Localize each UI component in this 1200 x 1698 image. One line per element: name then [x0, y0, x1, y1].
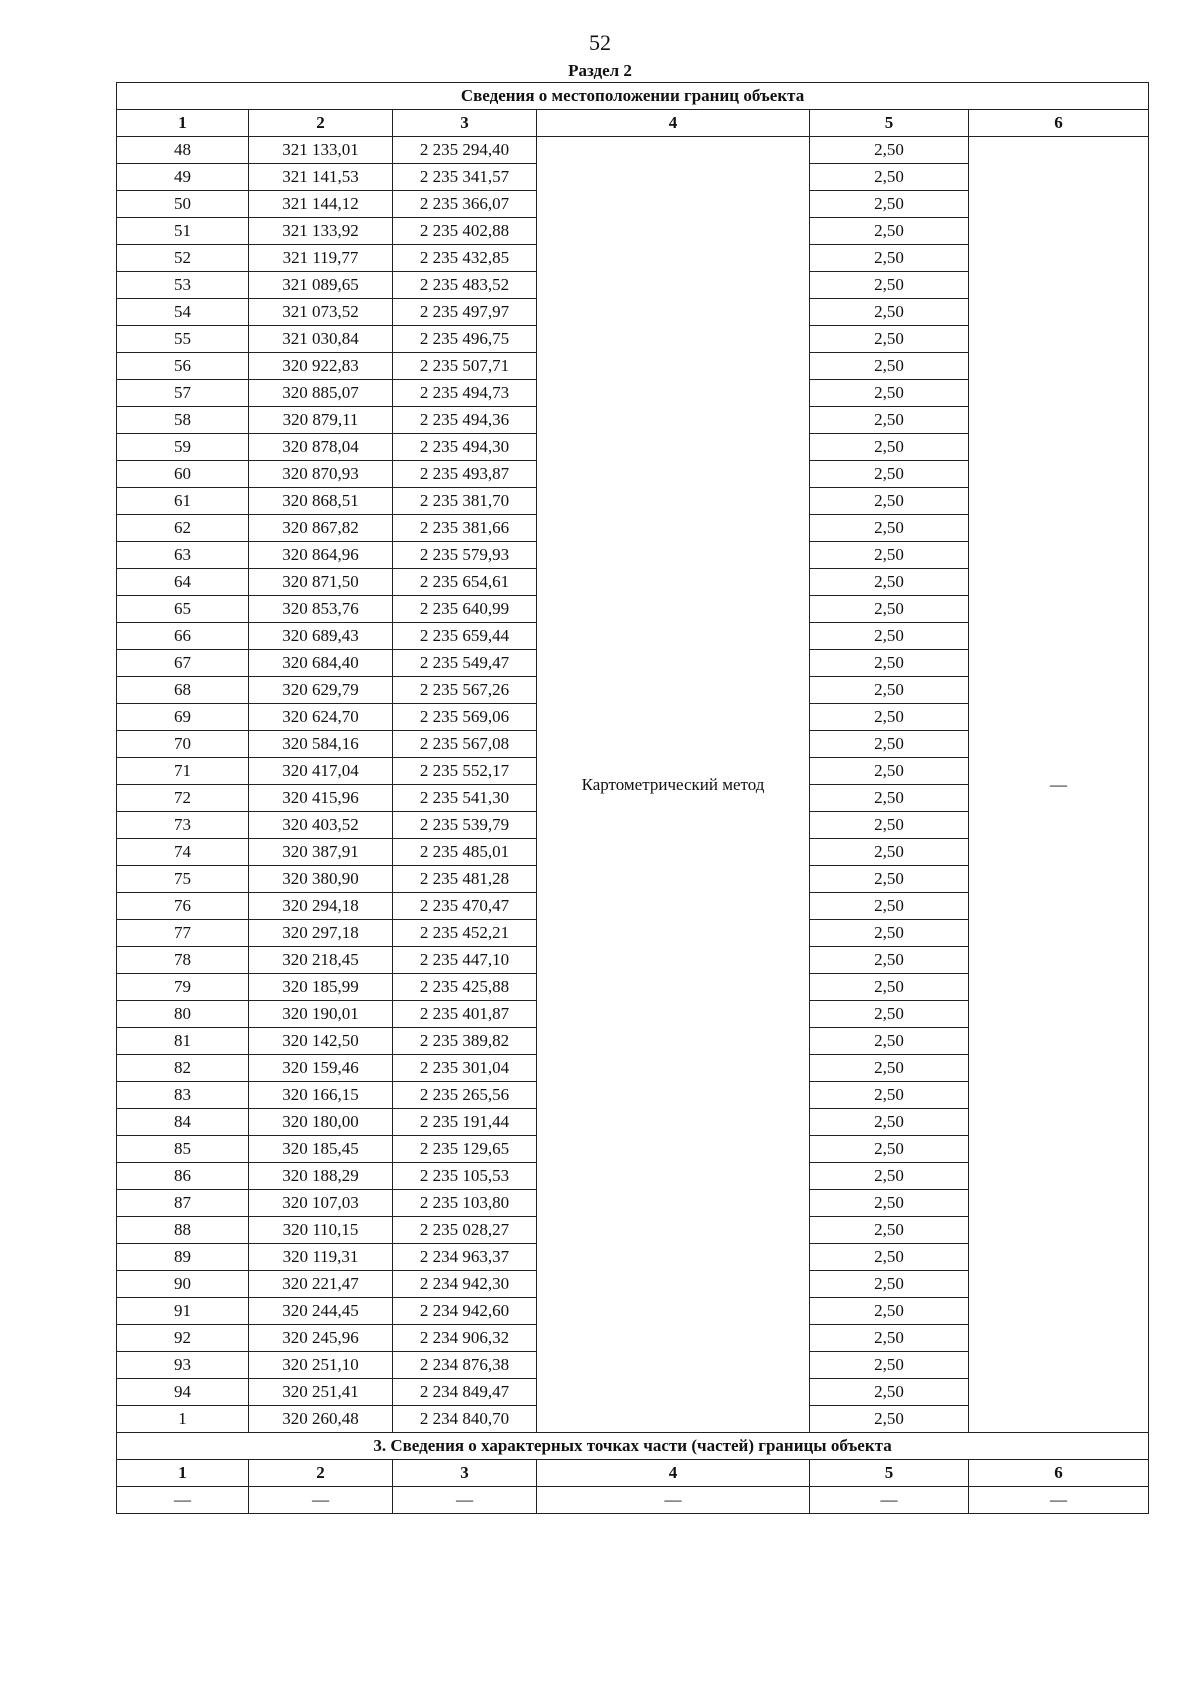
accuracy-value: 2,50: [810, 839, 969, 866]
point-number: 84: [117, 1109, 249, 1136]
column-header: 6: [969, 110, 1149, 137]
coordinate-x: 321 030,84: [249, 326, 393, 353]
coordinate-x: 320 185,99: [249, 974, 393, 1001]
coordinate-y: 2 234 963,37: [393, 1244, 537, 1271]
accuracy-value: 2,50: [810, 812, 969, 839]
coordinate-y: 2 235 494,36: [393, 407, 537, 434]
coordinate-x: 320 853,76: [249, 596, 393, 623]
accuracy-value: 2,50: [810, 1082, 969, 1109]
accuracy-value: 2,50: [810, 650, 969, 677]
coordinate-y: 2 235 191,44: [393, 1109, 537, 1136]
coordinate-y: 2 235 485,01: [393, 839, 537, 866]
point-number: 74: [117, 839, 249, 866]
coordinate-y: 2 235 105,53: [393, 1163, 537, 1190]
column-header: 2: [249, 110, 393, 137]
coordinate-y: 2 235 541,30: [393, 785, 537, 812]
part-cell: —: [537, 1487, 810, 1514]
coordinate-y: 2 235 265,56: [393, 1082, 537, 1109]
coordinate-x: 320 922,83: [249, 353, 393, 380]
coordinate-y: 2 234 876,38: [393, 1352, 537, 1379]
coordinate-x: 320 380,90: [249, 866, 393, 893]
coordinate-x: 320 870,93: [249, 461, 393, 488]
point-number: 48: [117, 137, 249, 164]
point-number: 80: [117, 1001, 249, 1028]
accuracy-value: 2,50: [810, 596, 969, 623]
coordinate-x: 320 107,03: [249, 1190, 393, 1217]
part-cell: —: [810, 1487, 969, 1514]
point-number: 70: [117, 731, 249, 758]
coordinate-x: 320 251,41: [249, 1379, 393, 1406]
point-number: 66: [117, 623, 249, 650]
coordinate-x: 320 417,04: [249, 758, 393, 785]
point-number: 77: [117, 920, 249, 947]
point-number: 71: [117, 758, 249, 785]
part-cell: —: [393, 1487, 537, 1514]
coordinate-x: 320 864,96: [249, 542, 393, 569]
accuracy-value: 2,50: [810, 407, 969, 434]
coordinate-y: 2 235 447,10: [393, 947, 537, 974]
coordinate-y: 2 235 483,52: [393, 272, 537, 299]
coordinate-y: 2 235 402,88: [393, 218, 537, 245]
coordinate-x: 320 624,70: [249, 704, 393, 731]
accuracy-value: 2,50: [810, 1298, 969, 1325]
accuracy-value: 2,50: [810, 1163, 969, 1190]
coordinate-y: 2 235 129,65: [393, 1136, 537, 1163]
point-number: 55: [117, 326, 249, 353]
point-number: 78: [117, 947, 249, 974]
part-title: 3. Сведения о характерных точках части (частей) границы объекта: [117, 1433, 1149, 1460]
coordinate-x: 321 089,65: [249, 272, 393, 299]
coordinate-y: 2 235 494,73: [393, 380, 537, 407]
coordinate-x: 321 133,92: [249, 218, 393, 245]
coordinate-y: 2 235 659,44: [393, 623, 537, 650]
coordinate-y: 2 235 452,21: [393, 920, 537, 947]
column-header: 3: [393, 110, 537, 137]
point-number: 94: [117, 1379, 249, 1406]
point-number: 83: [117, 1082, 249, 1109]
coordinate-x: 320 629,79: [249, 677, 393, 704]
table-row: [117, 137, 1149, 164]
point-number: 57: [117, 380, 249, 407]
column6-cell: —: [969, 137, 1149, 1433]
accuracy-value: 2,50: [810, 893, 969, 920]
coordinate-x: 321 119,77: [249, 245, 393, 272]
point-number: 59: [117, 434, 249, 461]
accuracy-value: 2,50: [810, 677, 969, 704]
accuracy-value: 2,50: [810, 164, 969, 191]
accuracy-value: 2,50: [810, 353, 969, 380]
accuracy-value: 2,50: [810, 245, 969, 272]
column-header: 5: [810, 110, 969, 137]
coordinate-x: 320 885,07: [249, 380, 393, 407]
accuracy-value: 2,50: [810, 1379, 969, 1406]
coordinate-x: 320 868,51: [249, 488, 393, 515]
accuracy-value: 2,50: [810, 1271, 969, 1298]
coordinate-y: 2 235 507,71: [393, 353, 537, 380]
coordinate-y: 2 235 103,80: [393, 1190, 537, 1217]
accuracy-value: 2,50: [810, 434, 969, 461]
accuracy-value: 2,50: [810, 299, 969, 326]
accuracy-value: 2,50: [810, 785, 969, 812]
accuracy-value: 2,50: [810, 758, 969, 785]
coordinate-y: 2 235 389,82: [393, 1028, 537, 1055]
coordinate-x: 320 180,00: [249, 1109, 393, 1136]
point-number: 85: [117, 1136, 249, 1163]
coordinate-y: 2 234 906,32: [393, 1325, 537, 1352]
point-number: 75: [117, 866, 249, 893]
coordinate-x: 320 415,96: [249, 785, 393, 812]
accuracy-value: 2,50: [810, 731, 969, 758]
accuracy-value: 2,50: [810, 1244, 969, 1271]
coordinate-x: 320 871,50: [249, 569, 393, 596]
point-number: 64: [117, 569, 249, 596]
part-column-header: 4: [537, 1460, 810, 1487]
coordinate-y: 2 235 494,30: [393, 434, 537, 461]
coordinate-x: 320 584,16: [249, 731, 393, 758]
point-number: 88: [117, 1217, 249, 1244]
coordinate-y: 2 235 552,17: [393, 758, 537, 785]
point-number: 73: [117, 812, 249, 839]
accuracy-value: 2,50: [810, 1217, 969, 1244]
coordinate-x: 320 297,18: [249, 920, 393, 947]
coordinate-x: 320 119,31: [249, 1244, 393, 1271]
point-number: 79: [117, 974, 249, 1001]
point-number: 69: [117, 704, 249, 731]
table-title: Сведения о местоположении границ объекта: [117, 83, 1149, 110]
point-number: 62: [117, 515, 249, 542]
part-column-header: 2: [249, 1460, 393, 1487]
coordinate-y: 2 235 301,04: [393, 1055, 537, 1082]
point-number: 72: [117, 785, 249, 812]
column-header: 4: [537, 110, 810, 137]
coordinate-x: 320 251,10: [249, 1352, 393, 1379]
point-number: 68: [117, 677, 249, 704]
coordinate-y: 2 235 341,57: [393, 164, 537, 191]
coordinate-x: 320 218,45: [249, 947, 393, 974]
point-number: 67: [117, 650, 249, 677]
point-number: 86: [117, 1163, 249, 1190]
coordinate-x: 320 387,91: [249, 839, 393, 866]
coordinate-x: 320 879,11: [249, 407, 393, 434]
column-header: 1: [117, 110, 249, 137]
part-column-header: 6: [969, 1460, 1149, 1487]
part-column-header: 1: [117, 1460, 249, 1487]
coordinate-y: 2 235 654,61: [393, 569, 537, 596]
part-column-header: 3: [393, 1460, 537, 1487]
coordinate-y: 2 235 493,87: [393, 461, 537, 488]
accuracy-value: 2,50: [810, 1001, 969, 1028]
coordinate-x: 320 190,01: [249, 1001, 393, 1028]
coordinate-x: 320 221,47: [249, 1271, 393, 1298]
accuracy-value: 2,50: [810, 380, 969, 407]
coordinate-x: 321 073,52: [249, 299, 393, 326]
coordinate-x: 320 110,15: [249, 1217, 393, 1244]
coordinate-y: 2 235 549,47: [393, 650, 537, 677]
coordinate-y: 2 235 294,40: [393, 137, 537, 164]
accuracy-value: 2,50: [810, 1325, 969, 1352]
method-cell: Картометрический метод: [537, 137, 810, 1433]
coordinate-x: 320 166,15: [249, 1082, 393, 1109]
point-number: 90: [117, 1271, 249, 1298]
coordinate-x: 321 144,12: [249, 191, 393, 218]
coordinate-y: 2 234 942,30: [393, 1271, 537, 1298]
point-number: 56: [117, 353, 249, 380]
accuracy-value: 2,50: [810, 1136, 969, 1163]
coordinate-y: 2 235 481,28: [393, 866, 537, 893]
point-number: 1: [117, 1406, 249, 1433]
coordinate-x: 320 159,46: [249, 1055, 393, 1082]
accuracy-value: 2,50: [810, 1406, 969, 1433]
coordinate-y: 2 235 569,06: [393, 704, 537, 731]
point-number: 65: [117, 596, 249, 623]
coordinate-x: 320 142,50: [249, 1028, 393, 1055]
point-number: 54: [117, 299, 249, 326]
point-number: 82: [117, 1055, 249, 1082]
accuracy-value: 2,50: [810, 1028, 969, 1055]
point-number: 87: [117, 1190, 249, 1217]
section-label: Раздел 2: [568, 61, 632, 80]
coordinate-x: 320 878,04: [249, 434, 393, 461]
accuracy-value: 2,50: [810, 1109, 969, 1136]
point-number: 50: [117, 191, 249, 218]
coordinate-y: 2 234 849,47: [393, 1379, 537, 1406]
coordinate-x: 320 245,96: [249, 1325, 393, 1352]
boundary-table: [116, 82, 1149, 1514]
part-cell: —: [117, 1487, 249, 1514]
accuracy-value: 2,50: [810, 1190, 969, 1217]
point-number: 91: [117, 1298, 249, 1325]
coordinate-x: 320 260,48: [249, 1406, 393, 1433]
accuracy-value: 2,50: [810, 542, 969, 569]
accuracy-value: 2,50: [810, 1352, 969, 1379]
accuracy-value: 2,50: [810, 866, 969, 893]
coordinate-x: 321 141,53: [249, 164, 393, 191]
accuracy-value: 2,50: [810, 272, 969, 299]
accuracy-value: 2,50: [810, 461, 969, 488]
accuracy-value: 2,50: [810, 704, 969, 731]
point-number: 53: [117, 272, 249, 299]
coordinate-y: 2 234 840,70: [393, 1406, 537, 1433]
coordinate-x: 320 403,52: [249, 812, 393, 839]
accuracy-value: 2,50: [810, 326, 969, 353]
accuracy-value: 2,50: [810, 515, 969, 542]
accuracy-value: 2,50: [810, 1055, 969, 1082]
coordinate-x: 320 188,29: [249, 1163, 393, 1190]
coordinate-y: 2 235 496,75: [393, 326, 537, 353]
coordinate-y: 2 234 942,60: [393, 1298, 537, 1325]
accuracy-value: 2,50: [810, 947, 969, 974]
part-title-row: [117, 1433, 1149, 1460]
coordinate-x: 321 133,01: [249, 137, 393, 164]
coordinate-y: 2 235 497,97: [393, 299, 537, 326]
coordinate-y: 2 235 425,88: [393, 974, 537, 1001]
point-number: 93: [117, 1352, 249, 1379]
point-number: 63: [117, 542, 249, 569]
accuracy-value: 2,50: [810, 569, 969, 596]
accuracy-value: 2,50: [810, 623, 969, 650]
point-number: 51: [117, 218, 249, 245]
coordinate-y: 2 235 470,47: [393, 893, 537, 920]
part-header-row: [117, 1460, 1149, 1487]
accuracy-value: 2,50: [810, 191, 969, 218]
point-number: 76: [117, 893, 249, 920]
coordinate-y: 2 235 432,85: [393, 245, 537, 272]
part-row: [117, 1487, 1149, 1514]
coordinate-y: 2 235 567,08: [393, 731, 537, 758]
accuracy-value: 2,50: [810, 488, 969, 515]
point-number: 60: [117, 461, 249, 488]
coordinate-y: 2 235 381,66: [393, 515, 537, 542]
coordinate-x: 320 244,45: [249, 1298, 393, 1325]
coordinate-y: 2 235 539,79: [393, 812, 537, 839]
point-number: 49: [117, 164, 249, 191]
coordinate-x: 320 867,82: [249, 515, 393, 542]
coordinate-y: 2 235 401,87: [393, 1001, 537, 1028]
accuracy-value: 2,50: [810, 137, 969, 164]
coordinate-y: 2 235 567,26: [393, 677, 537, 704]
point-number: 92: [117, 1325, 249, 1352]
coordinate-y: 2 235 579,93: [393, 542, 537, 569]
column-header-row: [117, 110, 1149, 137]
accuracy-value: 2,50: [810, 920, 969, 947]
coordinate-x: 320 689,43: [249, 623, 393, 650]
part-cell: —: [249, 1487, 393, 1514]
coordinate-x: 320 684,40: [249, 650, 393, 677]
point-number: 89: [117, 1244, 249, 1271]
part-column-header: 5: [810, 1460, 969, 1487]
coordinate-y: 2 235 028,27: [393, 1217, 537, 1244]
accuracy-value: 2,50: [810, 218, 969, 245]
point-number: 58: [117, 407, 249, 434]
coordinate-y: 2 235 640,99: [393, 596, 537, 623]
point-number: 52: [117, 245, 249, 272]
coordinate-x: 320 185,45: [249, 1136, 393, 1163]
point-number: 81: [117, 1028, 249, 1055]
point-number: 61: [117, 488, 249, 515]
coordinate-y: 2 235 381,70: [393, 488, 537, 515]
coordinate-y: 2 235 366,07: [393, 191, 537, 218]
page-number: 52: [589, 30, 611, 55]
coordinate-x: 320 294,18: [249, 893, 393, 920]
part-cell: —: [969, 1487, 1149, 1514]
accuracy-value: 2,50: [810, 974, 969, 1001]
